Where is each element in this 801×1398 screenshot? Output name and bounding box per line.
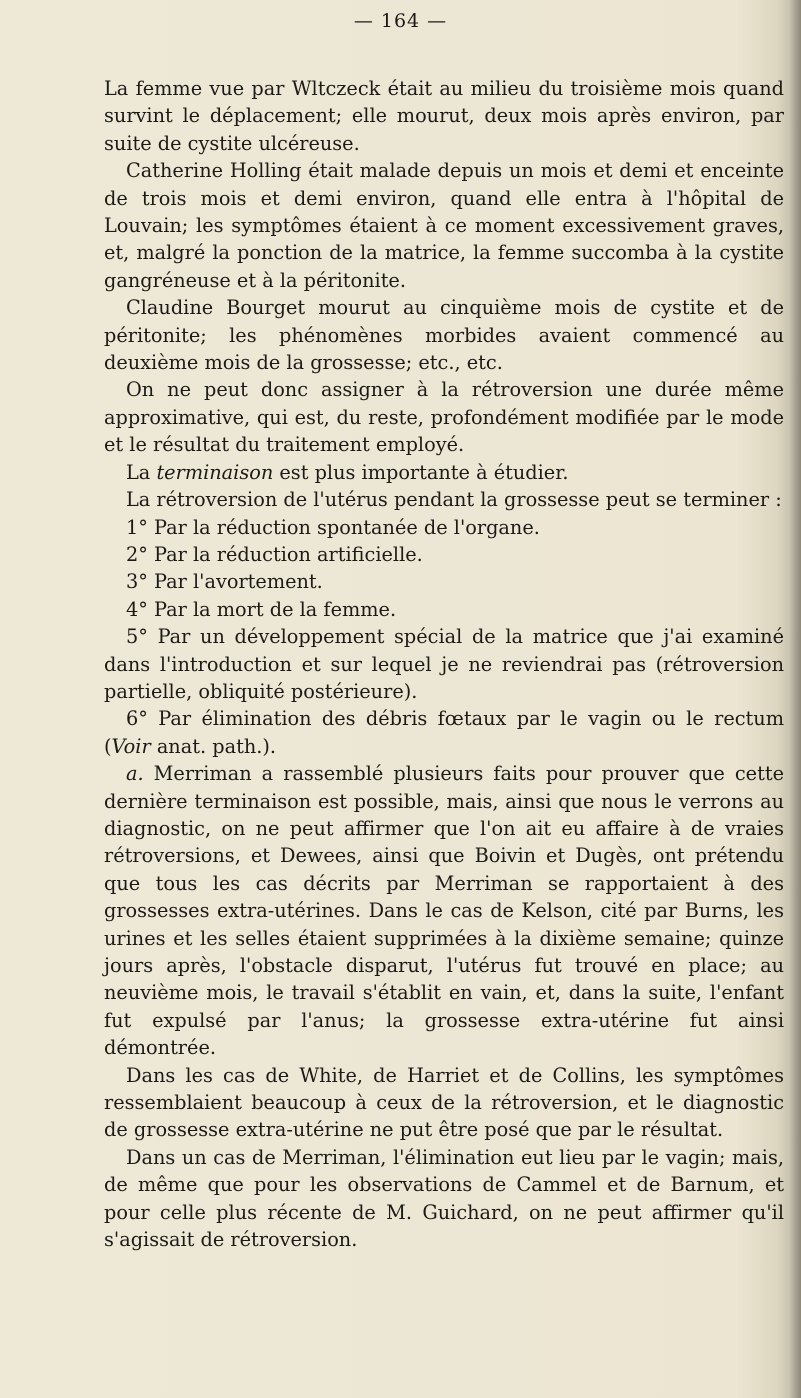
page-number: — 164 — bbox=[353, 10, 448, 32]
list-item-6 bbox=[104, 705, 784, 760]
list-item: 1° Par la réduction spontanée de l'organe. bbox=[126, 515, 540, 539]
paragraph-white: Dans les cas de White, de Harriet et de Collins, les symptômes ressemblaient beaucoup à ceux de la rétroversion, et le diagnostic de grossesse extra-utérine ne put être posé que par le résultat. bbox=[104, 1063, 784, 1142]
list-item: 4° Par la mort de la femme. bbox=[126, 597, 397, 621]
list-item: 5° Par un développement spécial de la matrice que j'ai examiné dans l'introduction et sur lequel je ne reviendrai pas (rétroversion partielle, obliquité postérieure). bbox=[104, 625, 784, 703]
paragraph-duree: On ne peut donc assigner à la rétroversion une durée même approximative, qui est, du reste, profondément modifiée par le mode et le résultat du traitement employé. bbox=[104, 378, 784, 457]
paragraph-terminaison bbox=[104, 459, 784, 486]
item6-emphasis: Voir bbox=[111, 734, 151, 758]
paragraph-wltczeck: La femme vue par Wltczeck était au milieu du troisième mois quand survint le déplacement; elle mourut, deux mois après environ, par suite de cystite ulcéreuse. bbox=[104, 77, 784, 155]
list-item: 3° Par l'avortement. bbox=[126, 570, 323, 594]
paragraph-intro-list: La rétroversion de l'utérus pendant la grossesse peut se terminer : bbox=[126, 488, 782, 512]
list-item: 2° Par la réduction artificielle. bbox=[126, 542, 423, 566]
terminaison-emphasis: terminaison bbox=[156, 460, 274, 484]
terminaison-prefix: La bbox=[126, 460, 157, 484]
page-edge-shadow bbox=[789, 0, 801, 1398]
item6-text: 6° Par élimination des débris fœtaux par le vagin ou le rectum ( bbox=[104, 707, 784, 758]
item-a-text: Merriman a rassemblé plusieurs faits pour prouver que cette dernière terminaison est possible, mais, ainsi que nous le verrons au diagnostic, on ne peut affirmer que l'on ait eu affaire à de vraies rétroversions, et Dewees, ainsi que Boivin et Dugès, ont prétendu que tous les cas décrits par Merriman se rapportaient à des grossesses extra-utérines. Dans le cas de Kelson, cité par Burns, les urines et les selles étaient supprimées à la dixième semaine; quinze jours après, l'obstacle disparut, l'utérus fut trouvé en place; au neuvième mois, le travail s'établit en vain, et, dans la suite, l'enfant fut expulsé par l'anus; la grossesse extra-utérine fut ainsi démontrée. bbox=[104, 762, 784, 1060]
item-a-label: a. bbox=[126, 762, 144, 786]
item6-suffix: anat. path.). bbox=[150, 734, 277, 758]
body-text bbox=[104, 75, 784, 1253]
paragraph-holling: Catherine Holling était malade depuis un mois et demi et enceinte de trois mois et demi environ, quand elle entra à l'hôpital de Louvain; les symptômes étaient à ce moment excessivement graves, et, malgré la ponction de la matrice, la femme succomba à la cystite gangréneuse et à la péritonite. bbox=[104, 159, 784, 292]
terminaison-suffix: est plus importante à étudier. bbox=[273, 460, 569, 484]
paragraph-bourget: Claudine Bourget mourut au cinquième mois de cystite et de péritonite; les phénomènes morbides avaient commencé au deuxième mois de la grossesse; etc., etc. bbox=[104, 296, 784, 375]
paragraph-merriman bbox=[104, 760, 784, 1061]
paragraph-merriman-vagin: Dans un cas de Merriman, l'élimination eut lieu par le vagin; mais, de même que pour les observations de Cammel et de Barnum, et pour celle plus récente de M. Guichard, on ne peut affirmer qu'il s'agissait de rétroversion. bbox=[104, 1145, 784, 1252]
